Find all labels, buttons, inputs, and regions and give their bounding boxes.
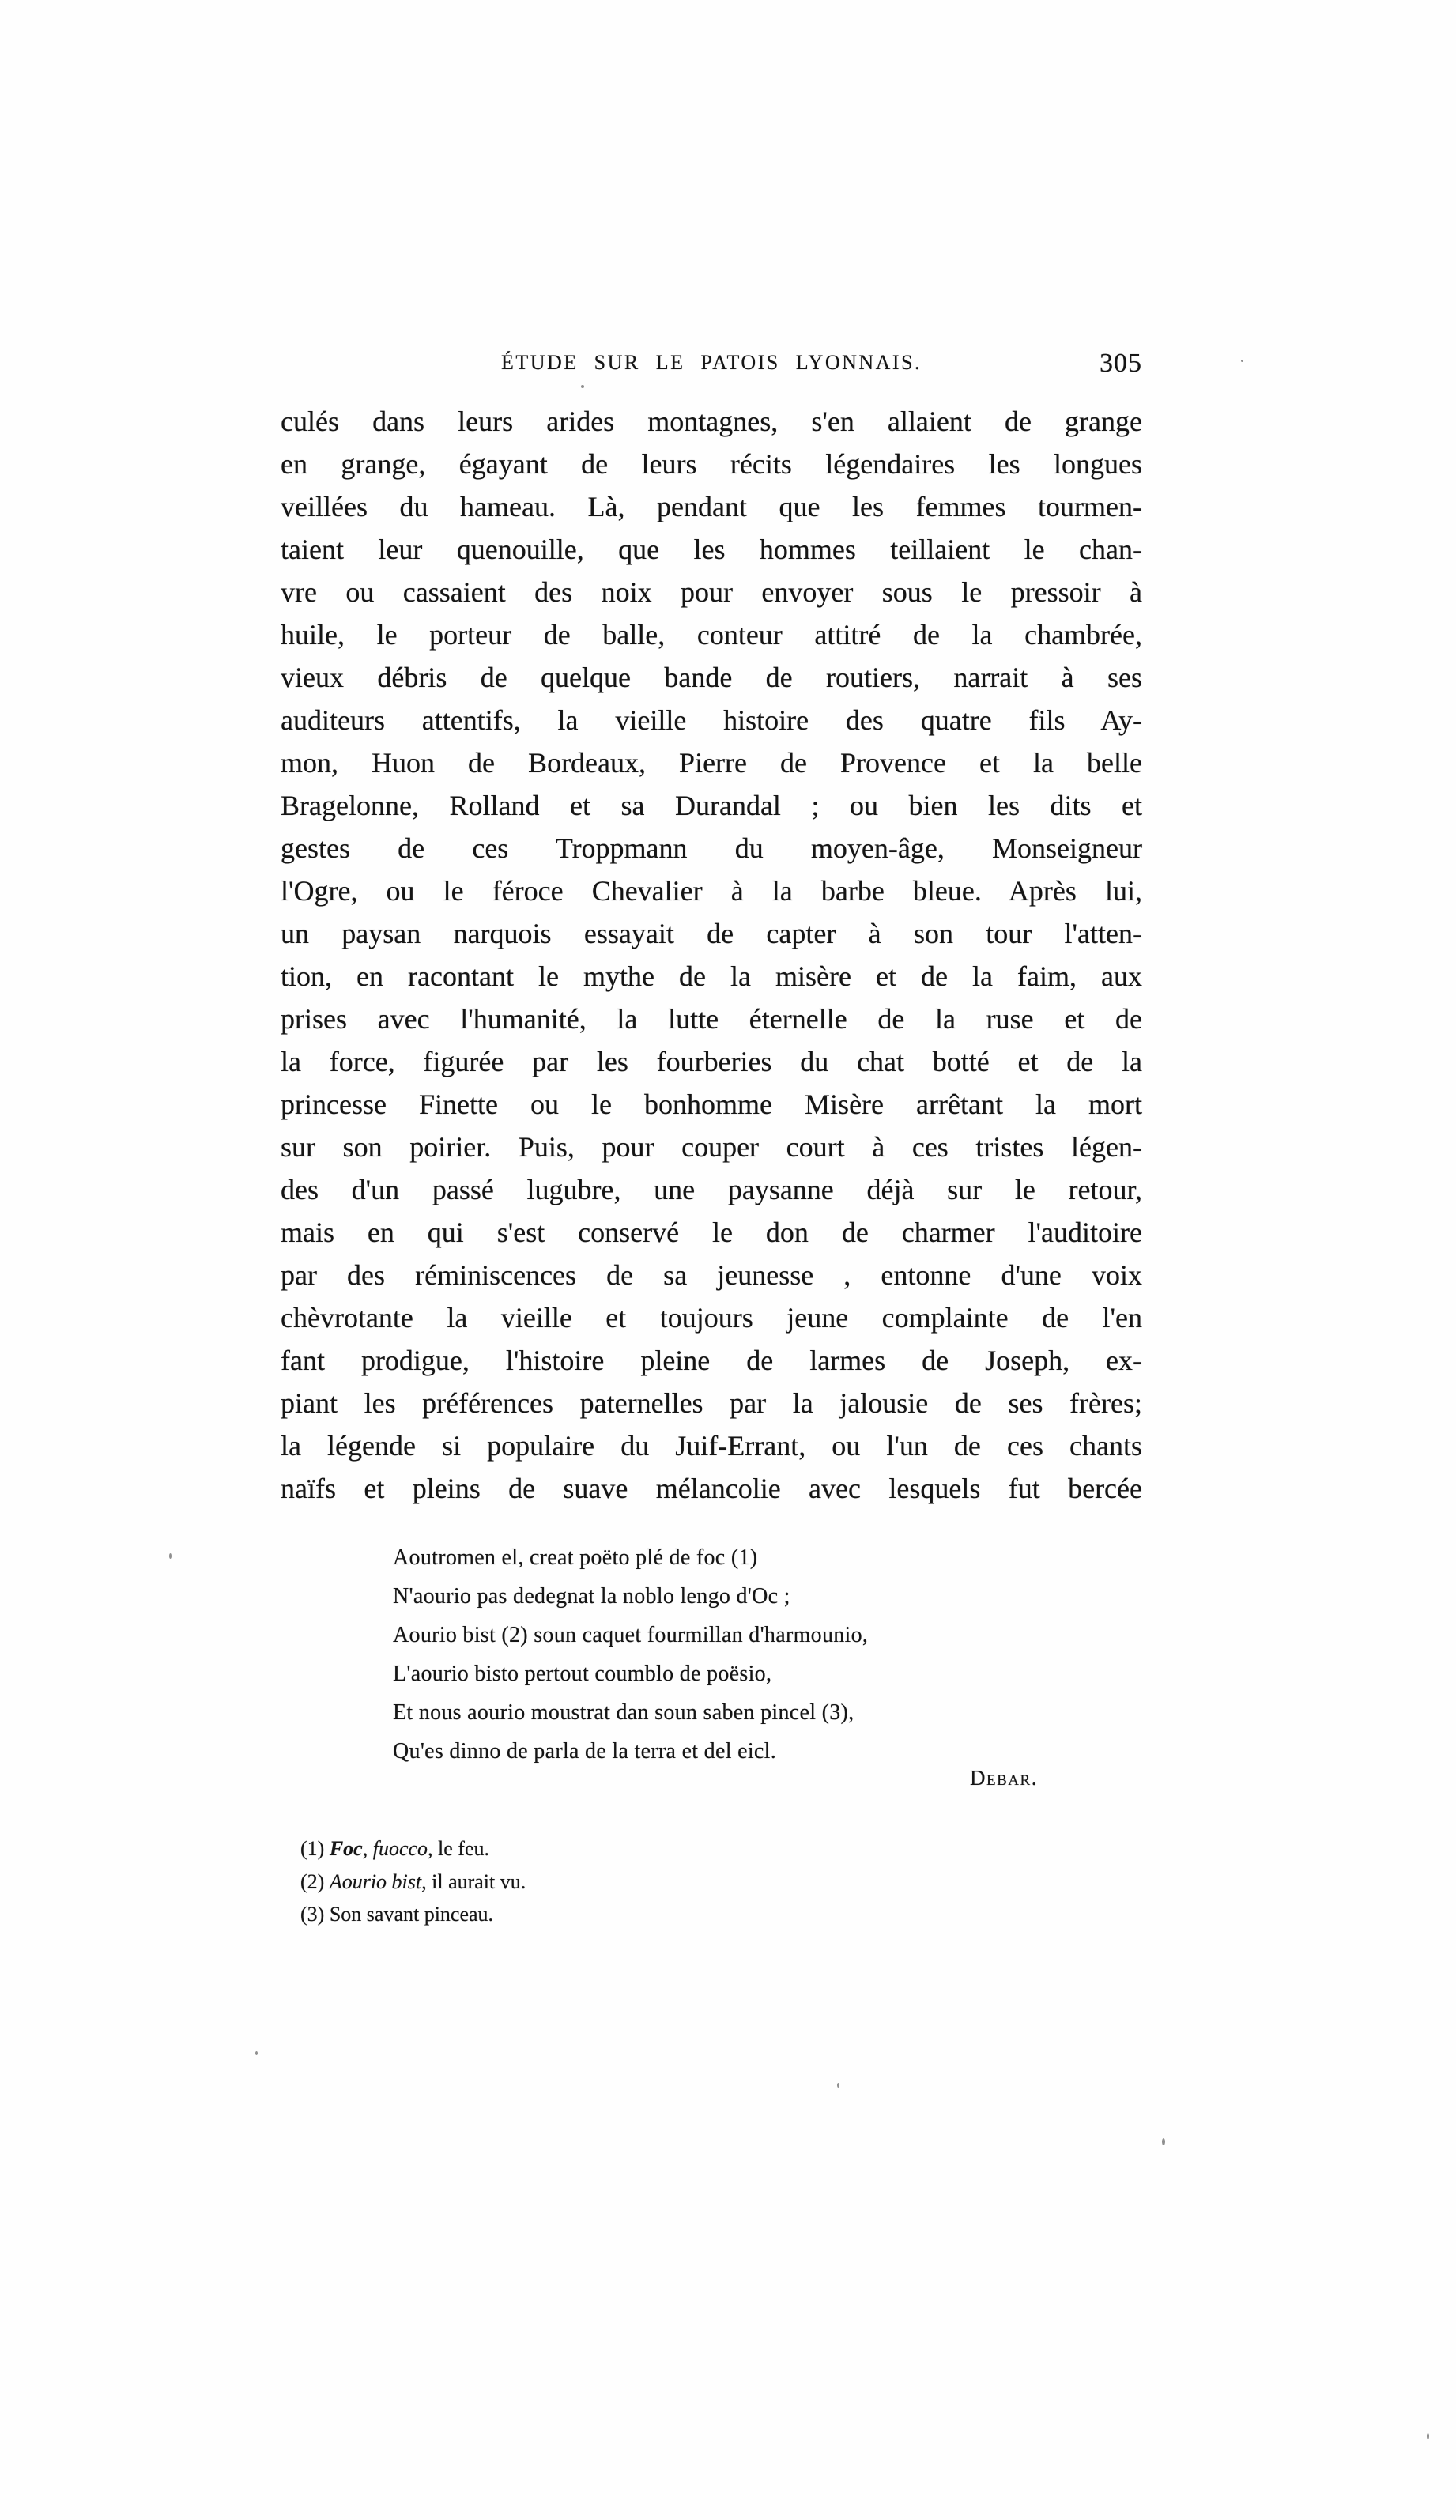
body-text-line: princesse Finette ou le bonhomme Misère arrêtant la mort (281, 1088, 1142, 1120)
body-text-line: un paysan narquois essayait de capter à son tour l'atten- (281, 918, 1142, 949)
scan-speck (1162, 2138, 1165, 2145)
scan-speck (1241, 360, 1243, 362)
body-text-line: fant prodigue, l'histoire pleine de larmes de Joseph, ex- (281, 1345, 1142, 1376)
running-title: ÉTUDE SUR LE PATOIS LYONNAIS. (500, 351, 922, 374)
poem-line: L'aourio bisto pertout coumblo de poësio, (393, 1662, 772, 1686)
scan-speck (255, 2051, 258, 2055)
poem-line: Aourio bist (2) soun caquet fourmillan d'harmounio, (393, 1623, 869, 1647)
body-text-line: tion, en racontant le mythe de la misère et de la faim, aux (281, 960, 1142, 992)
footnote-marker: (2) (300, 1869, 330, 1893)
footnote (300, 1865, 1012, 1899)
body-text-line: culés dans leurs arides montagnes, s'en allaient de grange (281, 406, 1142, 437)
dialect-poem (393, 1538, 1025, 1771)
body-text-line: en grange, égayant de leurs récits légendaires les longues (281, 448, 1142, 480)
footnote-term-italic: Aourio bist, (329, 1869, 427, 1893)
poem-line: N'aourio pas dedegnat la noblo lengo d'Oc ; (393, 1584, 790, 1609)
body-text-line: vre ou cassaient des noix pour envoyer sous le pressoir à (281, 576, 1142, 608)
body-text-line: mon, Huon de Bordeaux, Pierre de Provence et la belle (281, 747, 1142, 779)
body-text-line: par des réminiscences de sa jeunesse , entonne d'une voix (281, 1259, 1142, 1291)
body-text-line: la légende si populaire du Juif-Errant, ou l'un de ces chants (281, 1430, 1142, 1462)
page-number: 305 (1100, 349, 1142, 378)
body-text-line: des d'un passé lugubre, une paysanne déjà sur le retour, (281, 1174, 1142, 1205)
footnote-text: Son savant pinceau. (329, 1903, 494, 1926)
body-text-line: huile, le porteur de balle, conteur attitré de la chambrée, (281, 619, 1142, 651)
poem-line: Et nous aourio moustrat dan soun saben pincel (3), (393, 1700, 854, 1725)
footnote-marker: (3) (300, 1903, 330, 1926)
page-header (281, 343, 1142, 376)
body-text-line: veillées du hameau. Là, pendant que les femmes tourmen- (281, 491, 1142, 522)
body-text-line: chèvrotante la vieille et toujours jeune complainte de l'en (281, 1302, 1142, 1334)
footnote-term-bold-italic: Foc (329, 1837, 363, 1860)
footnote (300, 1898, 1012, 1931)
body-text-line: gestes de ces Troppmann du moyen-âge, Monseigneur (281, 832, 1142, 864)
body-text-line: piant les préférences paternelles par la jalousie de ses frères; (281, 1387, 1142, 1419)
scan-speck (837, 2083, 839, 2088)
scan-speck (169, 1553, 172, 1559)
body-text-line: naïfs et pleins de suave mélancolie avec lesquels fut bercée (281, 1473, 1142, 1504)
footnote-term-italic: , fuocco, (362, 1837, 433, 1860)
body-text-line: Bragelonne, Rolland et sa Durandal ; ou bien les dits et (281, 790, 1142, 821)
footnote-text: le feu. (432, 1837, 489, 1860)
body-text-line: vieux débris de quelque bande de routiers, narrait à ses (281, 662, 1142, 693)
poem-line: Aoutromen el, creat poëto plé de foc (1) (393, 1545, 758, 1570)
footnote-marker: (1) (300, 1837, 330, 1860)
footnotes (300, 1832, 1012, 1931)
poem-attribution: Debar. (970, 1766, 1038, 1790)
body-paragraph (281, 400, 1142, 1510)
body-text-line: mais en qui s'est conservé le don de charmer l'auditoire (281, 1217, 1142, 1248)
scan-speck (581, 385, 584, 388)
body-text-line: auditeurs attentifs, la vieille histoire des quatre fils Ay- (281, 704, 1142, 736)
body-text-line: taient leur quenouille, que les hommes teillaient le chan- (281, 534, 1142, 565)
scan-speck (1427, 2433, 1429, 2439)
body-text-line: la force, figurée par les fourberies du chat botté et de la (281, 1046, 1142, 1077)
poem-line: Qu'es dinno de parla de la terra et del eicl. (393, 1739, 777, 1764)
body-text-line: sur son poirier. Puis, pour couper court à ces tristes légen- (281, 1131, 1142, 1163)
body-text-line: l'Ogre, ou le féroce Chevalier à la barbe bleue. Après lui, (281, 875, 1142, 907)
footnote-text: il aurait vu. (426, 1869, 526, 1893)
footnote (300, 1832, 1012, 1865)
body-text-line: prises avec l'humanité, la lutte éternelle de la ruse et de (281, 1003, 1142, 1035)
